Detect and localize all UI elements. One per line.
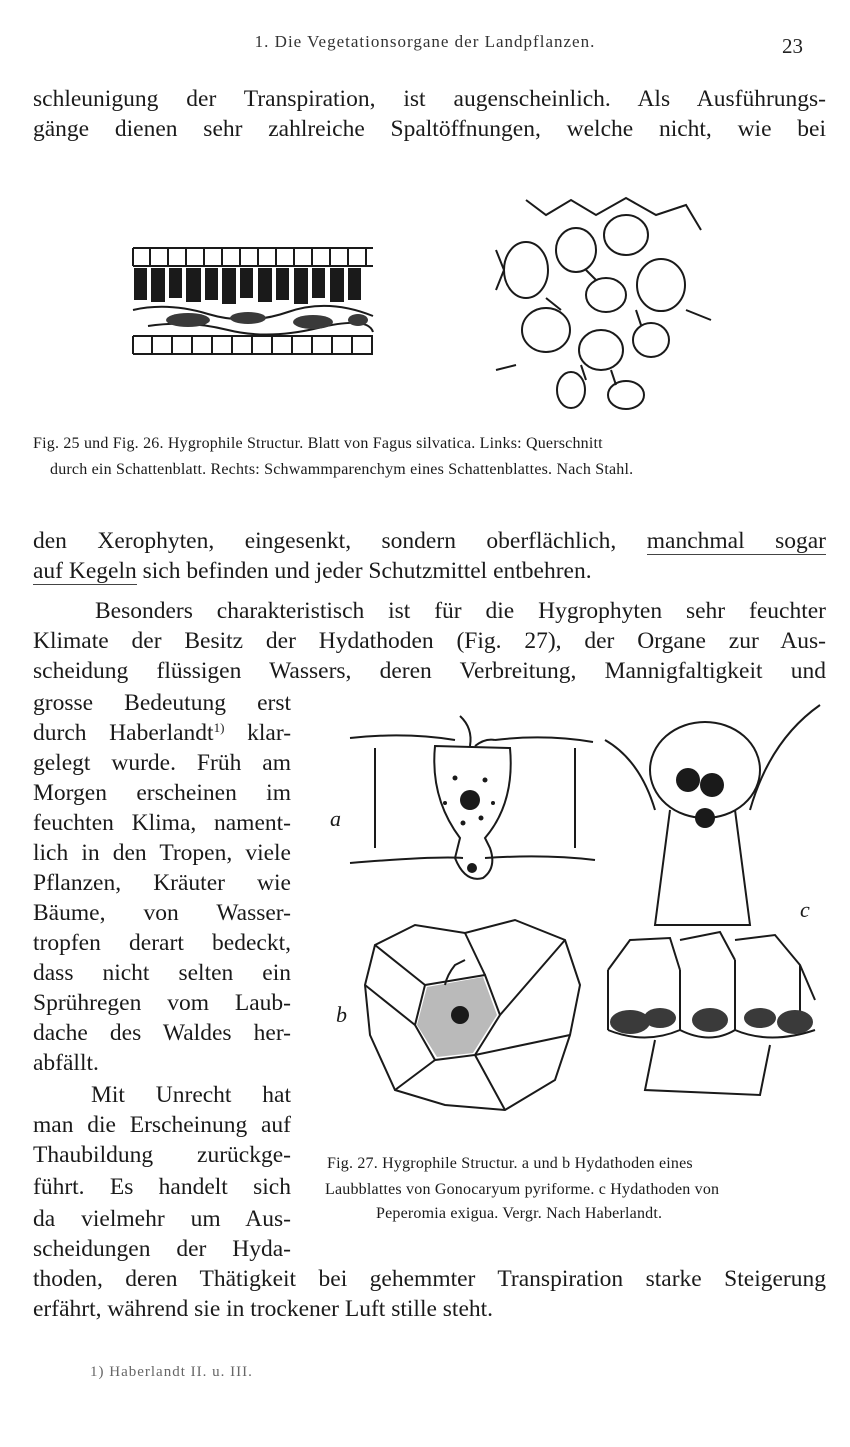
body-line: man die Erscheinung auf [33, 1112, 291, 1138]
body-line: feuchten Klima, nament- [33, 810, 291, 836]
body-line: schleunigung der Transpiration, ist augenscheinlich. Als Ausführungs- [33, 86, 826, 112]
body-line [33, 526, 826, 556]
body-line: Mit Unrecht hat [91, 1082, 291, 1108]
figure-caption: Laubblattes von Gonocaryum pyriforme. c Hydathoden von [325, 1181, 720, 1198]
body-line: scheidungen der Hyda- [33, 1236, 291, 1262]
body-line: Thaubildung zurückge- [33, 1142, 291, 1168]
body-line: thoden, deren Thätigkeit bei gehemmter Transpiration starke Steigerung [33, 1266, 826, 1292]
body-text: den Xerophyten, eingesenkt, sondern oberflächlich, [33, 528, 617, 554]
figure-label-b: b [336, 1002, 347, 1027]
figure-caption: Peperomia exigua. Vergr. Nach Haberlandt. [376, 1205, 663, 1222]
body-line: dache des Waldes her- [33, 1020, 291, 1046]
body-line [33, 718, 291, 748]
body-line: grosse Bedeutung erst [33, 690, 291, 716]
figure-caption: Fig. 25 und Fig. 26. Hygrophile Structur. Blatt von Fagus silvatica. Links: Querschnitt [33, 435, 603, 452]
body-line: Klimate der Besitz der Hydathoden (Fig. 27), der Organe zur Aus- [33, 628, 826, 654]
body-line: Sprühregen vom Laub- [33, 990, 291, 1016]
figure-26-spongy-parenchyma [486, 190, 716, 415]
body-line: gelegt wurde. Früh am [33, 750, 291, 776]
underlined-text: auf Kegeln [33, 558, 137, 584]
body-line: Besonders charakteristisch ist für die Hygrophyten sehr feuchter [95, 598, 826, 624]
figure-label-c: c [800, 897, 810, 922]
figure-27a-hydathode [345, 708, 595, 898]
body-line: da vielmehr um Aus- [33, 1206, 291, 1232]
page-number: 23 [782, 34, 803, 58]
footnote-mark: 1) [213, 720, 225, 735]
body-line: lich in den Tropen, viele [33, 840, 291, 866]
body-line: Pflanzen, Kräuter wie [33, 870, 291, 896]
body-text: klar- [247, 720, 292, 746]
body-text: sich befinden und jeder Schutzmittel entbehren. [142, 558, 592, 584]
body-line: abfällt. [33, 1050, 99, 1076]
figure-caption: Fig. 27. Hygrophile Structur. a und b Hydathoden eines [327, 1155, 693, 1172]
figure-caption: durch ein Schattenblatt. Rechts: Schwammparenchym eines Schattenblattes. Nach Stahl. [50, 461, 634, 478]
figure-label-a: a [330, 806, 341, 831]
footnote: 1) Haberlandt II. u. III. [90, 1364, 253, 1380]
body-line: tropfen derart bedeckt, [33, 930, 291, 956]
body-line: Bäume, von Wasser- [33, 900, 291, 926]
running-head: 1. Die Vegetationsorgane der Landpflanzen. [254, 32, 596, 51]
figure-27c-hydathode [600, 700, 825, 1120]
underlined-text: manchmal sogar [646, 528, 827, 554]
body-line: erfährt, während sie in trockener Luft stille steht. [33, 1296, 494, 1322]
body-line: Morgen erscheinen im [33, 780, 291, 806]
figure-25-leaf-cross-section [128, 240, 378, 360]
body-text: durch Haberlandt [33, 720, 214, 746]
body-line: führt. Es handelt sich [33, 1174, 291, 1200]
body-line: dass nicht selten ein [33, 960, 291, 986]
figure-27b-hydathode [355, 905, 595, 1120]
body-line: gänge dienen sehr zahlreiche Spaltöffnungen, welche nicht, wie bei [33, 116, 826, 142]
body-line: scheidung flüssigen Wassers, deren Verbreitung, Mannigfaltigkeit und [33, 658, 826, 684]
body-line [33, 556, 826, 586]
